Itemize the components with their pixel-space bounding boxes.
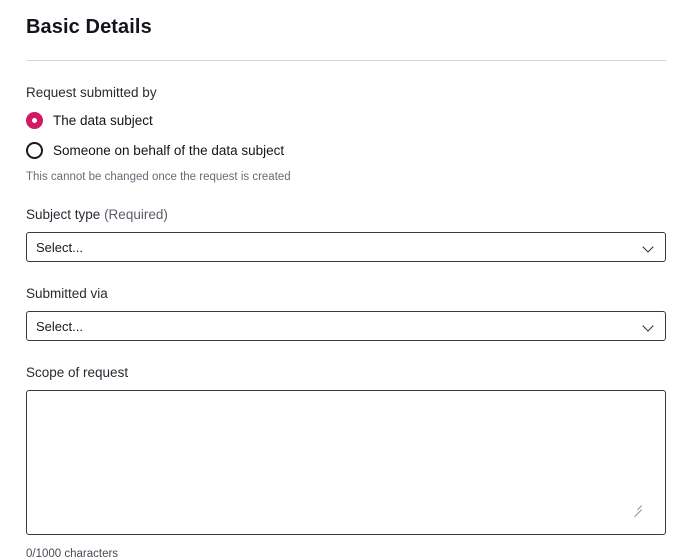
subject-type-required-hint: (Required) — [104, 207, 168, 222]
subject-type-label — [26, 207, 668, 222]
submitted-by-label: Request submitted by — [26, 85, 157, 100]
radio-option-label: Someone on behalf of the data subject — [53, 143, 285, 158]
subject-type-select-value: Select... — [36, 239, 83, 255]
scope-of-request-label: Scope of request — [26, 365, 129, 380]
chevron-down-icon[interactable] — [643, 241, 655, 253]
scope-of-request-input[interactable] — [26, 390, 666, 535]
submitted-via-select[interactable] — [26, 311, 666, 341]
submitted-by-helper-text: This cannot be changed once the request is created — [26, 171, 291, 183]
chevron-down-icon[interactable] — [643, 320, 655, 332]
page-title: Basic Details — [26, 16, 152, 38]
scope-of-request-field — [26, 380, 666, 540]
subject-type-select[interactable] — [26, 232, 666, 262]
radio-option-data-subject[interactable] — [26, 112, 668, 129]
radio-option-on-behalf[interactable] — [26, 142, 668, 159]
scope-of-request-char-count: 0/1000 characters — [26, 548, 119, 560]
radio-option-label: The data subject — [53, 113, 153, 128]
title-divider — [26, 60, 666, 61]
submitted-via-select-value: Select... — [36, 318, 83, 334]
radio-selected-icon[interactable] — [26, 112, 43, 129]
subject-type-label-text: Subject type — [26, 207, 101, 222]
radio-unselected-icon[interactable] — [26, 142, 43, 159]
submitted-via-label: Submitted via — [26, 286, 108, 301]
submitted-by-radio-group — [26, 112, 668, 159]
